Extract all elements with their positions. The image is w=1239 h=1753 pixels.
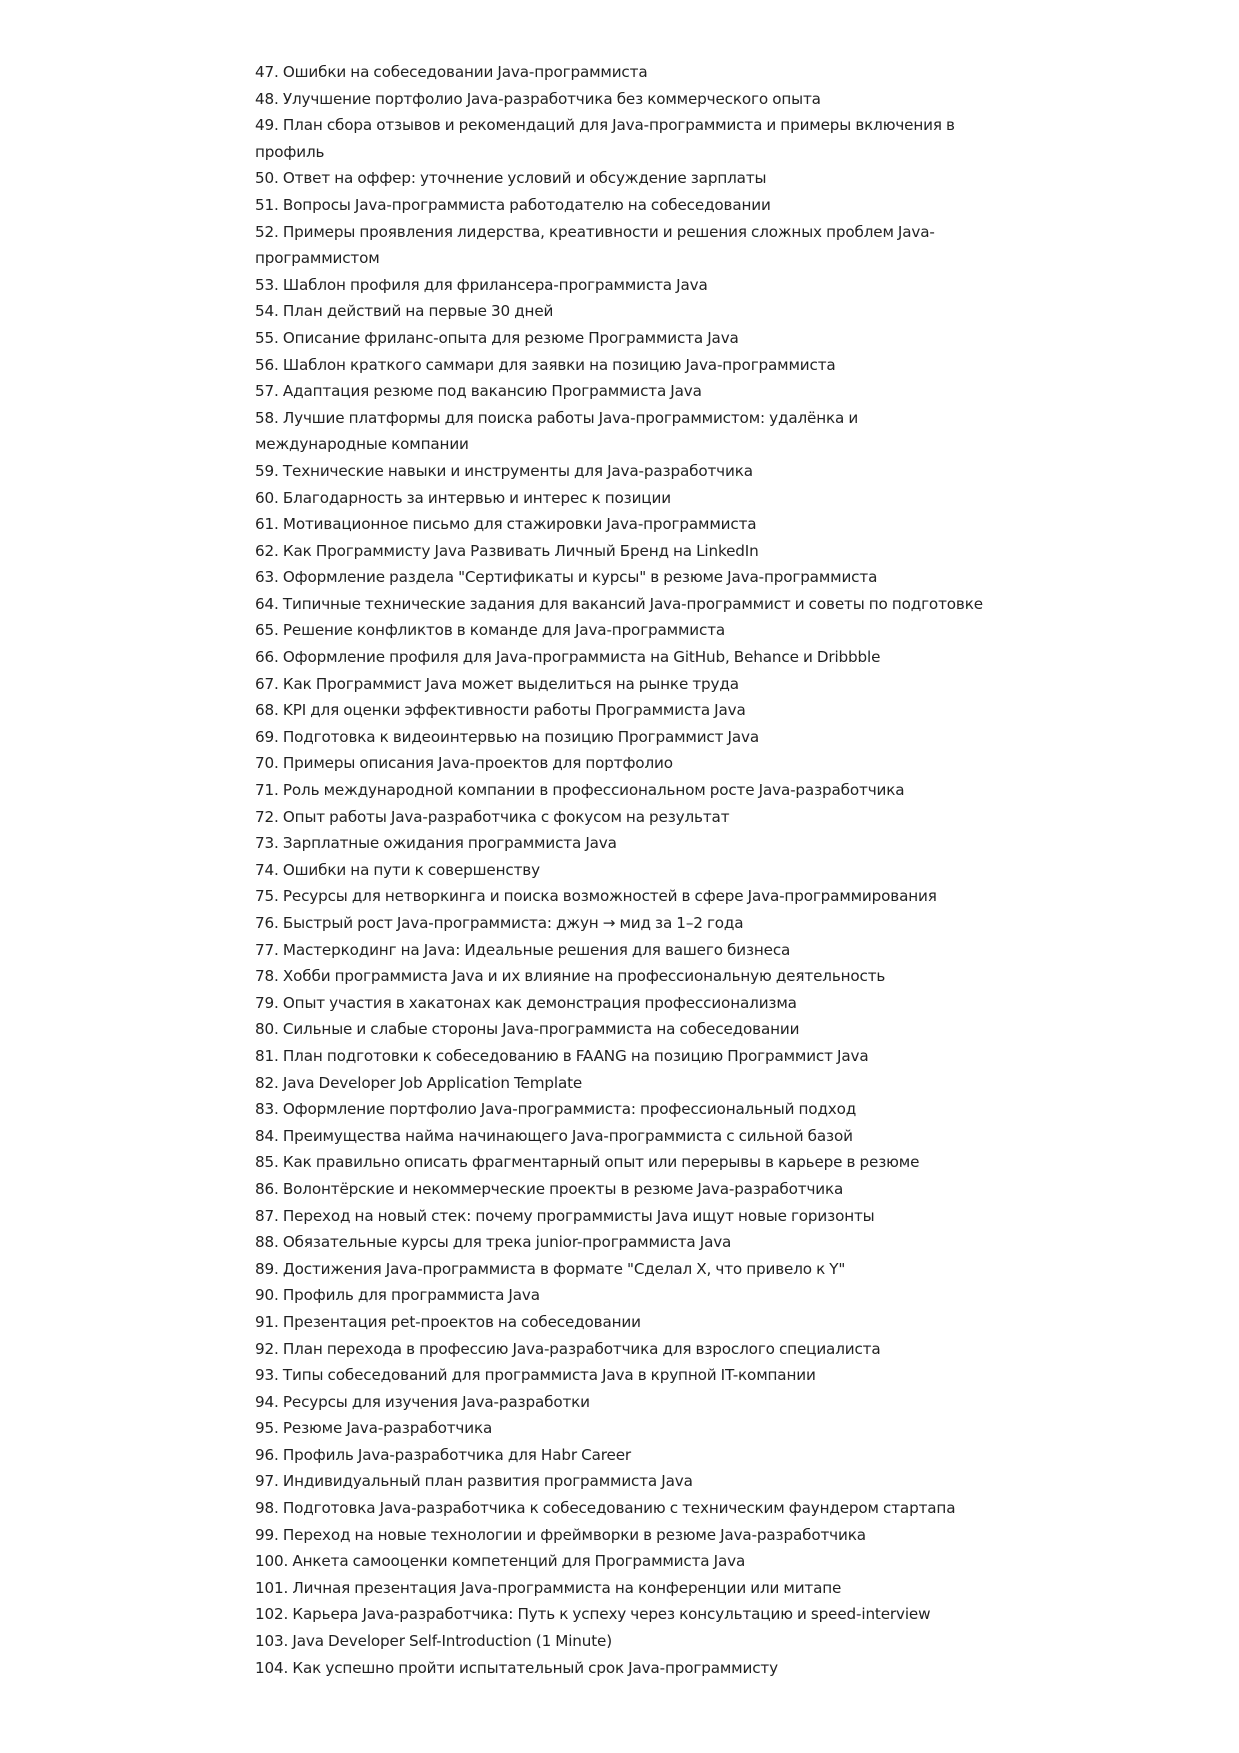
toc-item: 85. Как правильно описать фрагментарный опыт или перерывы в карьере в резюме bbox=[255, 1153, 920, 1172]
toc-item: 65. Решение конфликтов в команде для Java-программиста bbox=[255, 621, 726, 640]
toc-content bbox=[255, 59, 990, 1681]
toc-item: 57. Адаптация резюме под вакансию Программиста Java bbox=[255, 382, 702, 401]
toc-item: 47. Ошибки на собеседовании Java-программиста bbox=[255, 63, 648, 81]
toc-item: 92. План перехода в профессию Java-разработчика для взрослого специалиста bbox=[255, 1339, 881, 1358]
toc-item: 83. Оформление портфолио Java-программиста: профессиональный подход bbox=[255, 1100, 857, 1119]
toc-item: 99. Переход на новые технологии и фреймворки в резюме Java-разработчика bbox=[255, 1525, 866, 1544]
toc-item: 52. Примеры проявления лидерства, креативности и решения сложных проблем Java-программистом bbox=[255, 222, 935, 268]
toc-item: 62. Как Программисту Java Развивать Личный Бренд на LinkedIn bbox=[255, 541, 759, 560]
toc-item: 79. Опыт участия в хакатонах как демонстрация профессионализма bbox=[255, 993, 797, 1012]
toc-item: 67. Как Программист Java может выделиться на рынке труда bbox=[255, 674, 739, 693]
toc-item: 90. Профиль для программиста Java bbox=[255, 1286, 540, 1305]
toc-item: 84. Преимущества найма начинающего Java-программиста с сильной базой bbox=[255, 1126, 853, 1145]
toc-item: 56. Шаблон краткого саммари для заявки на позицию Java-программиста bbox=[255, 355, 836, 374]
toc-item: 98. Подготовка Java-разработчика к собеседованию с техническим фаундером стартапа bbox=[255, 1499, 956, 1518]
toc-item: 78. Хобби программиста Java и их влияние на профессиональную деятельность bbox=[255, 967, 886, 986]
toc-item: 100. Анкета самооценки компетенций для Программиста Java bbox=[255, 1552, 746, 1571]
toc-item: 77. Мастеркодинг на Java: Идеальные решения для вашего бизнеса bbox=[255, 940, 791, 959]
toc-item: 74. Ошибки на пути к совершенству bbox=[255, 860, 540, 879]
toc-item: 94. Ресурсы для изучения Java-разработки bbox=[255, 1392, 590, 1411]
toc-item: 96. Профиль Java-разработчика для Habr Career bbox=[255, 1445, 631, 1464]
toc-item: 87. Переход на новый стек: почему программисты Java ищут новые горизонты bbox=[255, 1206, 875, 1225]
toc-item: 55. Описание фриланс-опыта для резюме Программиста Java bbox=[255, 328, 739, 347]
toc-item: 88. Обязательные курсы для трека junior-программиста Java bbox=[255, 1233, 732, 1252]
toc-item: 51. Вопросы Java-программиста работодателю на собеседовании bbox=[255, 195, 771, 214]
table-of-contents bbox=[255, 59, 990, 1681]
toc-item: 103. Java Developer Self-Introduction (1 Minute) bbox=[255, 1632, 613, 1651]
toc-item: 66. Оформление профиля для Java-программиста на GitHub, Behance и Dribbble bbox=[255, 648, 881, 667]
toc-item: 75. Ресурсы для нетворкинга и поиска возможностей в сфере Java-программирования bbox=[255, 887, 937, 906]
toc-item: 69. Подготовка к видеоинтервью на позицию Программист Java bbox=[255, 727, 759, 746]
toc-item: 95. Резюме Java-разработчика bbox=[255, 1419, 493, 1438]
toc-item: 48. Улучшение портфолио Java-разработчика без коммерческого опыта bbox=[255, 89, 821, 108]
toc-item: 50. Ответ на оффер: уточнение условий и обсуждение зарплаты bbox=[255, 169, 767, 188]
toc-item: 101. Личная презентация Java-программиста на конференции или митапе bbox=[255, 1578, 842, 1597]
toc-item: 80. Сильные и слабые стороны Java-программиста на собеседовании bbox=[255, 1020, 800, 1039]
toc-item: 68. KPI для оценки эффективности работы Программиста Java bbox=[255, 701, 746, 720]
toc-item: 86. Волонтёрские и некоммерческие проекты в резюме Java-разработчика bbox=[255, 1179, 844, 1198]
toc-item: 73. Зарплатные ожидания программиста Java bbox=[255, 834, 617, 853]
toc-item: 89. Достижения Java-программиста в формате "Сделал X, что привело к Y" bbox=[255, 1259, 846, 1278]
toc-item: 61. Мотивационное письмо для стажировки Java-программиста bbox=[255, 515, 757, 534]
toc-item: 53. Шаблон профиля для фрилансера-программиста Java bbox=[255, 275, 708, 294]
toc-item: 82. Java Developer Job Application Template bbox=[255, 1073, 583, 1092]
toc-item: 81. План подготовки к собеседованию в FAANG на позицию Программист Java bbox=[255, 1046, 869, 1065]
toc-item: 63. Оформление раздела "Сертификаты и курсы" в резюме Java-программиста bbox=[255, 568, 878, 587]
toc-item: 70. Примеры описания Java-проектов для портфолио bbox=[255, 754, 673, 773]
toc-item: 76. Быстрый рост Java-программиста: джун → мид за 1–2 года bbox=[255, 914, 744, 932]
toc-item: 49. План сбора отзывов и рекомендаций для Java-программиста и примеры включения в профиль bbox=[255, 116, 955, 161]
toc-item: 58. Лучшие платформы для поиска работы Java-программистом: удалёнка и международные компании bbox=[255, 408, 859, 454]
toc-item: 91. Презентация pet-проектов на собеседовании bbox=[255, 1312, 641, 1331]
toc-item: 93. Типы собеседований для программиста Java в крупной IT-компании bbox=[255, 1366, 816, 1385]
toc-item: 104. Как успешно пройти испытательный срок Java-программисту bbox=[255, 1658, 778, 1677]
toc-item: 102. Карьера Java-разработчика: Путь к успеху через консультацию и speed-interview bbox=[255, 1605, 931, 1624]
toc-item: 72. Опыт работы Java-разработчика с фокусом на результат bbox=[255, 807, 730, 826]
toc-item: 97. Индивидуальный план развития программиста Java bbox=[255, 1472, 693, 1491]
toc-item: 60. Благодарность за интервью и интерес к позиции bbox=[255, 488, 671, 507]
toc-item: 71. Роль международной компании в профессиональном росте Java-разработчика bbox=[255, 781, 905, 800]
toc-item: 64. Типичные технические задания для вакансий Java-программист и советы по подготовке bbox=[255, 594, 983, 613]
toc-item: 59. Технические навыки и инструменты для Java-разработчика bbox=[255, 461, 753, 480]
toc-item: 54. План действий на первые 30 дней bbox=[255, 302, 554, 321]
